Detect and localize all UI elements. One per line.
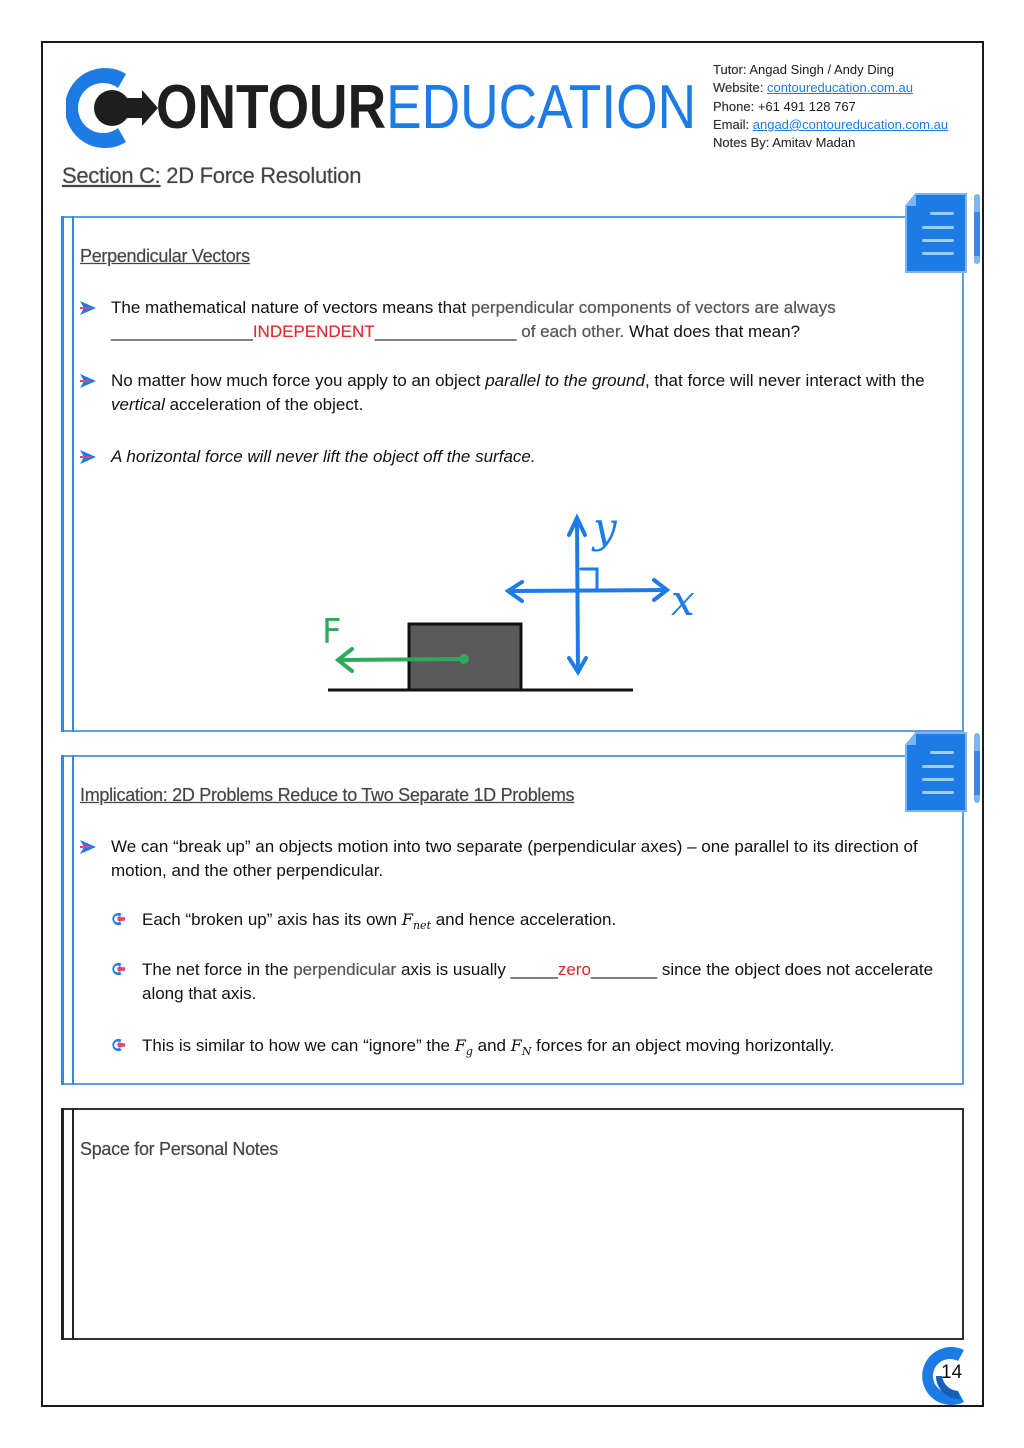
contour-education-logo bbox=[66, 66, 784, 150]
sub-bullet-net-force-zero: The net force in the perpendicular axis is usually _____zero_______ since the object does not accelerate along that axis. bbox=[111, 958, 952, 1006]
bullet-independent: The mathematical nature of vectors means that perpendicular components of vectors are always _______________INDEPENDENT_______________ of each other. What does that mean? bbox=[80, 296, 952, 344]
contour-c-logo-icon bbox=[66, 66, 162, 150]
tutor-line: Tutor: Angad Singh / Andy Ding bbox=[713, 62, 894, 77]
document-with-pen-icon bbox=[902, 727, 984, 815]
tutor-name: Angad Singh / Andy Ding bbox=[749, 62, 894, 77]
notes-author: Amitav Madan bbox=[772, 135, 856, 151]
sub-bullet-ignore-forces: This is similar to how we can “ignore” the $F_g$ and $F_N$ forces for an object moving horizontally. bbox=[111, 1034, 952, 1064]
contour-c-bullet-icon bbox=[111, 1038, 127, 1052]
phone-line: Phone: +61 491 128 767 bbox=[713, 98, 856, 114]
section-title: Section C: 2D Force Resolution bbox=[62, 163, 362, 188]
document-with-pen-icon bbox=[902, 188, 984, 276]
notes-by-line: Notes By: Amitav Madan bbox=[713, 135, 856, 151]
x-axis-label: x bbox=[671, 576, 695, 625]
force-label: F bbox=[322, 612, 342, 652]
bullet-break-up-motion: We can “break up” an objects motion into two separate (perpendicular axes) – one parallel to its direction of motion, and the other perpendicular. bbox=[80, 835, 952, 883]
arrow-bullet-icon bbox=[80, 374, 96, 388]
email-link[interactable]: angad@contoureducation.com.au bbox=[752, 116, 949, 132]
arrow-bullet-icon bbox=[80, 301, 96, 315]
f-n-symbol: $F_N$ bbox=[510, 1036, 532, 1059]
bullet-parallel-force: No matter how much force you apply to an object parallel to the ground, that force will never interact with the vertical acceleration of the object. bbox=[80, 369, 952, 417]
website-line: Website: contoureducation.com.au bbox=[713, 80, 913, 96]
box-heading-perpendicular-vectors: Perpendicular Vectors bbox=[80, 246, 250, 266]
page-number: 14 bbox=[941, 1362, 963, 1383]
answer-zero: zero bbox=[557, 960, 591, 979]
axes bbox=[508, 518, 667, 672]
f-net-symbol: $F_{net}$ bbox=[401, 910, 431, 933]
force-diagram bbox=[300, 490, 720, 700]
arrow-bullet-icon bbox=[80, 450, 96, 464]
answer-independent: INDEPENDENT bbox=[252, 322, 375, 341]
y-axis-label: y bbox=[593, 503, 617, 552]
contour-c-bullet-icon bbox=[111, 962, 127, 976]
contour-c-bullet-icon bbox=[111, 912, 127, 926]
logo-wordmark bbox=[156, 73, 697, 142]
logo-text-dark: ONTOUR bbox=[156, 73, 387, 142]
personal-notes-box[interactable] bbox=[61, 1108, 964, 1340]
bullet-horizontal-force: A horizontal force will never lift the object off the surface. bbox=[80, 445, 952, 469]
personal-notes-heading: Space for Personal Notes bbox=[80, 1139, 278, 1159]
logo-text-blue: EDUCATION bbox=[386, 73, 697, 142]
implication-box bbox=[61, 755, 964, 1085]
phone-number: +61 491 128 767 bbox=[757, 98, 856, 114]
tutor-info-block bbox=[713, 61, 948, 152]
box-heading-implication: Implication: 2D Problems Reduce to Two Separate 1D Problems bbox=[80, 785, 575, 805]
website-link[interactable]: contoureducation.com.au bbox=[766, 80, 913, 96]
page-number-badge bbox=[914, 1346, 976, 1406]
arrow-bullet-icon bbox=[80, 840, 96, 854]
f-g-symbol: $F_g$ bbox=[454, 1036, 473, 1059]
sub-bullet-fnet: Each “broken up” axis has its own $F_{net}$ and hence acceleration. bbox=[111, 908, 952, 938]
email-line: Email: angad@contoureducation.com.au bbox=[713, 116, 949, 132]
